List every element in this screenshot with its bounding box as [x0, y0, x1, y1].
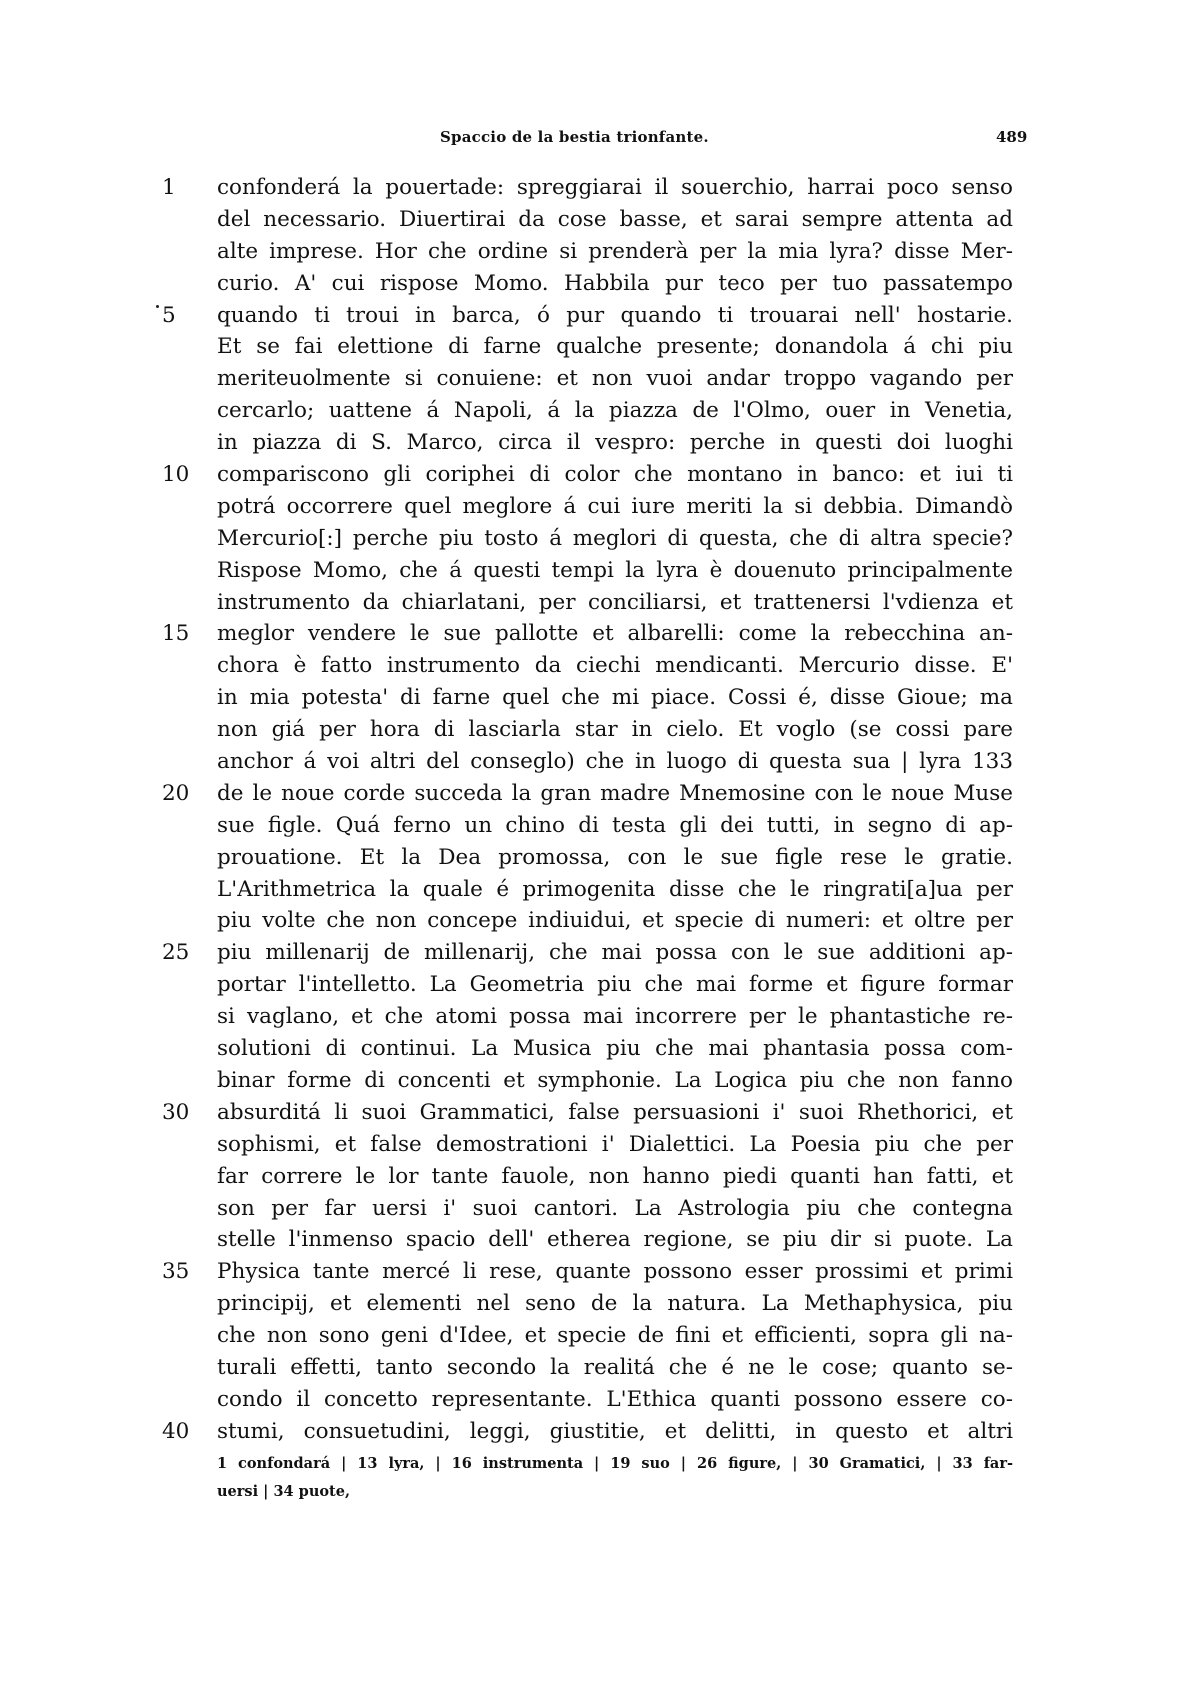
text-line [0, 1193, 1198, 1225]
line-number: 35 [162, 1259, 190, 1285]
line-text: stumi, consuetudini, leggi, giustitie, et delitti, in questo et altri [217, 1418, 1013, 1444]
line-text: chora è fatto instrumento da ciechi mendicanti. Mercurio disse. E' [217, 653, 1013, 679]
line-text: stelle l'inmenso spacio dell' etherea regione, se piu dir si puote. La [217, 1227, 1013, 1253]
line-text: Physica tante mercé li rese, quante possono esser prossimi et primi [217, 1259, 1013, 1285]
line-text: far correre le lor tante fauole, non hanno piedi quanti han fatti, et [217, 1163, 1013, 1189]
line-number: 5 [162, 302, 176, 328]
line-text: compariscono gli coriphei di color che montano in banco: et iui ti [217, 462, 1013, 488]
line-text: cercarlo; uattene á Napoli, á la piazza de l'Olmo, ouer in Venetia, [217, 398, 1013, 424]
line-number: 10 [162, 462, 190, 488]
line-text: meglor vendere le sue pallotte et albarelli: come la rebecchina an- [217, 621, 1013, 647]
text-line [0, 810, 1198, 842]
line-text: sue figle. Quá ferno un chino di testa gli dei tutti, in segno di ap- [217, 812, 1013, 838]
line-text: si vaglano, et che atomi possa mai incorrere per le phantastiche re- [217, 1004, 1013, 1030]
line-number: 20 [162, 780, 190, 806]
line-text: alte imprese. Hor che ordine si prenderà per la mia lyra? disse Mer- [217, 238, 1013, 264]
running-title: Spaccio de la bestia trionfante. [440, 128, 709, 146]
line-text: non giá per hora di lasciarla star in cielo. Et voglo (se cossi pare [217, 717, 1013, 743]
line-text: son per far uersi i' suoi cantori. La Astrologia piu che contegna [217, 1195, 1013, 1221]
text-line [0, 491, 1198, 523]
text-line [0, 427, 1198, 459]
line-number: 25 [162, 940, 190, 966]
text-line [0, 746, 1198, 778]
line-text: de le noue corde succeda la gran madre Mnemosine con le noue Muse [217, 780, 1013, 806]
line-text: del necessario. Diuertirai da cose basse, et sarai sempre attenta ad [217, 206, 1013, 232]
line-text: Mercurio[:] perche piu tosto á meglori di questa, che di altra specie? [217, 525, 1013, 551]
line-text: piu volte che non concepe indiuidui, et specie di numeri: et oltre per [217, 908, 1013, 934]
line-number: 30 [162, 1099, 190, 1125]
footnote-line: 1 confondará | 13 lyra, | 16 instrumenta | 19 suo | 26 figure, | 30 Gramatici, | 33 far- [217, 1455, 1013, 1472]
line-text: portar l'intelletto. La Geometria piu che mai forme et figure formar [217, 972, 1013, 998]
main-text [0, 172, 1198, 1448]
line-text: curio. A' cui rispose Momo. Habbila pur teco per tuo passatempo [217, 270, 1013, 296]
text-line [0, 523, 1198, 555]
text-line [0, 395, 1198, 427]
line-number: 40 [162, 1418, 190, 1444]
text-line [0, 331, 1198, 363]
line-text: binar forme di concenti et symphonie. La Logica piu che non fanno [217, 1067, 1013, 1093]
critical-apparatus [217, 1450, 1013, 1506]
text-line [0, 1352, 1198, 1384]
text-line [0, 172, 1198, 204]
text-line [0, 587, 1198, 619]
text-line [0, 1256, 1198, 1288]
text-line [0, 555, 1198, 587]
text-line [0, 1320, 1198, 1352]
text-line [0, 459, 1198, 491]
line-text: anchor á voi altri del conseglo) che in luogo di questa sua | lyra 133 [217, 749, 1013, 775]
text-line [0, 1097, 1198, 1129]
text-line [0, 905, 1198, 937]
text-line [0, 842, 1198, 874]
text-line [0, 1288, 1198, 1320]
text-line [0, 363, 1198, 395]
text-line [0, 618, 1198, 650]
text-line [0, 1416, 1198, 1448]
line-text: prouatione. Et la Dea promossa, con le sue figle rese le gratie. [217, 844, 1013, 870]
line-text: absurditá li suoi Grammatici, false persuasioni i' suoi Rhethorici, et [217, 1099, 1013, 1125]
line-number: 1 [162, 175, 176, 200]
line-text: sophismi, et false demostrationi i' Dialettici. La Poesia piu che per [217, 1131, 1013, 1157]
line-text: Rispose Momo, che á questi tempi la lyra è douenuto principalmente [217, 557, 1013, 583]
footnote-line: uersi | 34 puote, [217, 1483, 350, 1500]
text-line [0, 874, 1198, 906]
line-text: condo il concetto representante. L'Ethica quanti possono essere co- [217, 1386, 1013, 1412]
line-text: potrá occorrere quel meglore á cui iure meriti la si debbia. Dimandò [217, 493, 1013, 519]
line-text: confonderá la pouertade: spreggiarai il souerchio, harrai poco senso [217, 175, 1013, 200]
line-text: in piazza di S. Marco, circa il vespro: perche in questi doi luoghi [217, 430, 1013, 456]
text-line [0, 714, 1198, 746]
line-text: meriteuolmente si conuiene: et non vuoi andar troppo vagando per [217, 366, 1013, 392]
text-line [0, 650, 1198, 682]
line-text: turali effetti, tanto secondo la realitá che é ne le cose; quanto se- [217, 1354, 1013, 1380]
line-text: instrumento da chiarlatani, per conciliarsi, et trattenersi l'vdienza et [217, 589, 1013, 615]
line-text: solutioni di continui. La Musica piu che mai phantasia possa com- [217, 1036, 1013, 1062]
text-line [0, 1161, 1198, 1193]
text-line [0, 1384, 1198, 1416]
text-line [0, 1224, 1198, 1256]
text-line [0, 268, 1198, 300]
line-text: Et se fai elettione di farne qualche presente; donandola á chi piu [217, 334, 1013, 360]
line-number: 15 [162, 621, 190, 647]
text-line [0, 937, 1198, 969]
text-line [0, 1033, 1198, 1065]
text-line [0, 1129, 1198, 1161]
text-line [0, 204, 1198, 236]
page-number: 489 [996, 128, 1028, 146]
text-line [0, 1065, 1198, 1097]
text-line [0, 778, 1198, 810]
line-text: in mia potesta' di farne quel che mi piace. Cossi é, disse Gioue; ma [217, 685, 1013, 711]
line-text: L'Arithmetrica la quale é primogenita disse che le ringrati[a]ua per [217, 876, 1013, 902]
text-line [0, 300, 1198, 332]
text-line [0, 236, 1198, 268]
line-text: quando ti troui in barca, ó pur quando ti trouarai nell' hostarie. [217, 302, 1013, 328]
text-line [0, 1001, 1198, 1033]
line-text: che non sono geni d'Idee, et specie de fini et efficienti, sopra gli na- [217, 1323, 1013, 1349]
line-text: principij, et elementi nel seno de la natura. La Methaphysica, piu [217, 1291, 1013, 1317]
text-line [0, 682, 1198, 714]
text-line [0, 969, 1198, 1001]
line-text: piu millenarij de millenarij, che mai possa con le sue additioni ap- [217, 940, 1013, 966]
